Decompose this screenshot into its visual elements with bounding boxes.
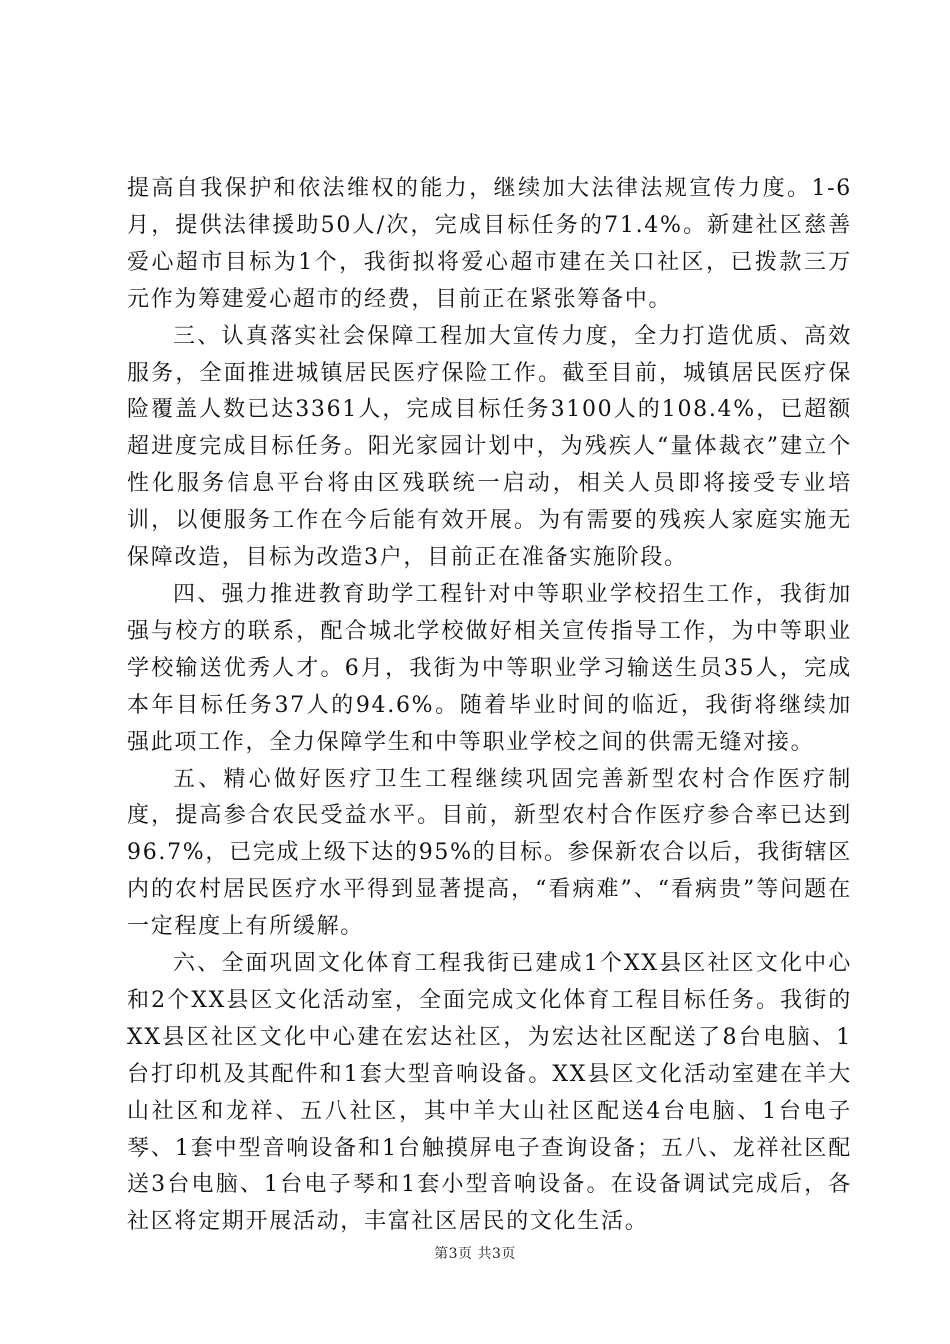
page-number-footer: 第3页 共3页 <box>434 1246 516 1262</box>
paragraph-medical-health: 五、精心做好医疗卫生工程继续巩固完善新型农村合作医疗制度，提高参合农民受益水平。目前，新型农村合作医疗参合率已达到96.7%，已完成上级下达的95%的目标。参保新农合以后，我街辖区内的农村居民医疗水平得到显著提高，“看病难”、“看病贵”等问题在一定程度上有所缓解。 <box>127 766 852 940</box>
paragraph-culture-sports: 六、全面巩固文化体育工程我街已建成1个XX县区社区文化中心和2个XX县区文化活动室，全面完成文化体育工程目标任务。我街的XX县区社区文化中心建在宏达社区，为宏达社区配送了8台电脑、1台打印机及其配件和1套大型音响设备。XX县区文化活动室建在羊大山社区和龙祥、五八社区，其中羊大山社区配送4台电脑、1台电子琴、1套中型音响设备和1台触摸屏电子查询设备；五八、龙祥社区配送3台电脑、1台电子琴和1套小型音响设备。在设备调试完成后，各社区将定期开展活动，丰富社区居民的文化生活。 <box>127 951 852 1235</box>
paragraph-education-aid: 四、强力推进教育助学工程针对中等职业学校招生工作，我街加强与校方的联系，配合城北学校做好相关宣传指导工作，为中等职业学校输送优秀人才。6月，我街为中等职业学习输送生员35人，完成本年目标任务37人的94.6%。随着毕业时间的临近，我街将继续加强此项工作，全力保障学生和中等职业学校之间的供需无缝对接。 <box>127 581 852 755</box>
paragraph-continuation: 提高自我保护和依法维权的能力，继续加大法律法规宣传力度。1-6月，提供法律援助50人/次，完成目标任务的71.4%。新建社区慈善爱心超市目标为1个，我街拟将爱心超市建在关口社区，已拨款三万元作为筹建爱心超市的经费，目前正在紧张筹备中。 <box>127 176 852 312</box>
document-body <box>127 171 852 1241</box>
paragraph-social-security: 三、认真落实社会保障工程加大宣传力度，全力打造优质、高效服务，全面推进城镇居民医疗保险工作。截至目前，城镇居民医疗保险覆盖人数已达3361人，完成目标任务3100人的108.4%，已超额超进度完成目标任务。阳光家园计划中，为残疾人“量体裁衣”建立个性化服务信息平台将由区残联统一启动，相关人员即将接受专业培训，以便服务工作在今后能有效开展。为有需要的残疾人家庭实施无保障改造，目标为改造3户，目前正在准备实施阶段。 <box>127 323 852 571</box>
